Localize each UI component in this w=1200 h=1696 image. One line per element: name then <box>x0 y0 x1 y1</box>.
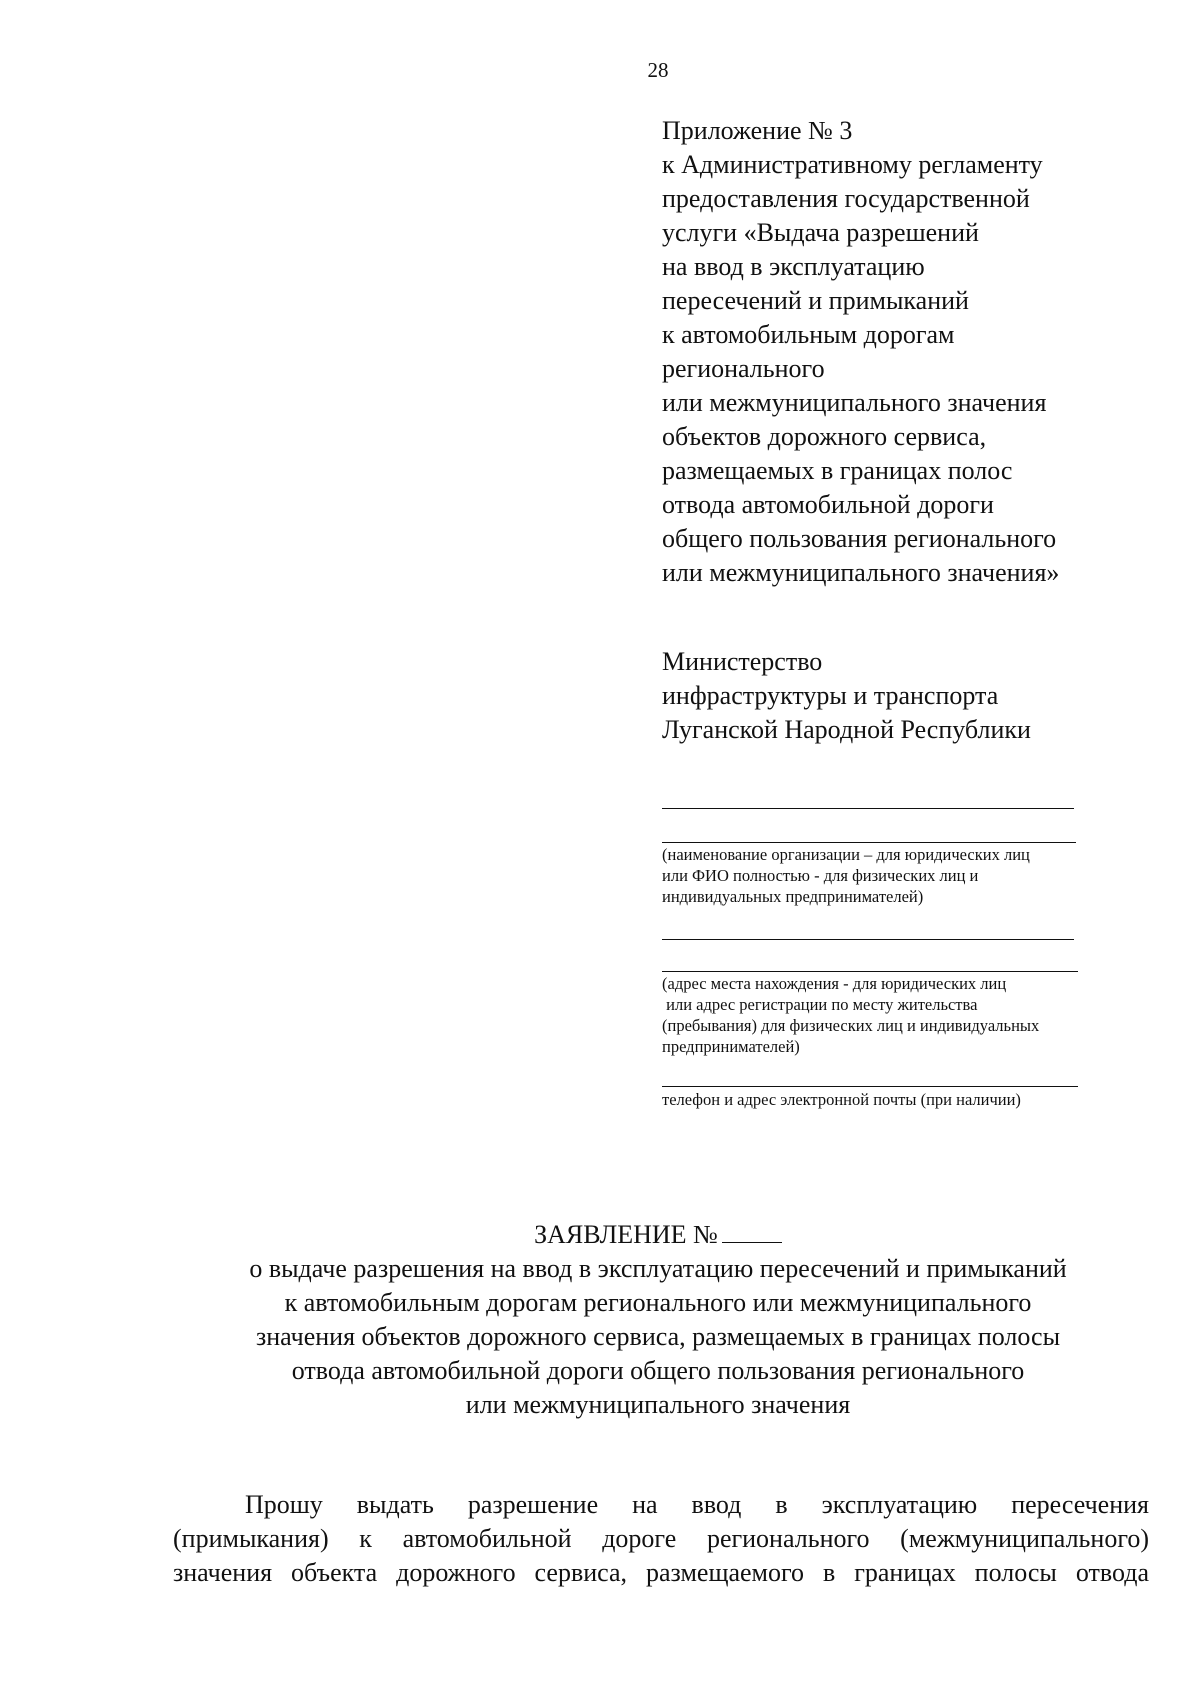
statement-subtitle <box>150 1252 1166 1422</box>
appendix-line: или межмуниципального значения» <box>662 558 1060 587</box>
caption-line: предпринимателей) <box>662 1037 800 1056</box>
caption-line: или адрес регистрации по месту жительства <box>662 995 978 1014</box>
subtitle-line: значения объектов дорожного сервиса, размещаемых в границах полосы <box>255 1322 1061 1351</box>
organization-caption <box>662 844 1132 907</box>
organization-name-line-2[interactable] <box>662 842 1076 843</box>
address-caption <box>662 973 1132 1057</box>
appendix-line: общего пользования регионального <box>662 524 1057 553</box>
appendix-line: Приложение № 3 <box>662 116 853 145</box>
subtitle-line: о выдаче разрешения на ввод в эксплуатацию пересечений и примыканий <box>249 1254 1067 1283</box>
appendix-line: к автомобильным дорогам <box>662 320 955 349</box>
body-line: (примыкания) к автомобильной дороге регионального (межмуниципального) <box>173 1524 1149 1553</box>
appendix-line: отвода автомобильной дороги <box>662 490 994 519</box>
appendix-line: пересечений и примыканий <box>662 286 969 315</box>
contact-line[interactable] <box>662 1086 1078 1087</box>
contact-caption: телефон и адрес электронной почты (при наличии) <box>662 1090 1021 1109</box>
appendix-line: к Административному регламенту <box>662 150 1043 179</box>
page-number: 28 <box>647 58 669 82</box>
organization-name-line-1[interactable] <box>662 808 1074 809</box>
subtitle-line: отвода автомобильной дороги общего пользования регионального <box>291 1356 1025 1385</box>
subtitle-line: к автомобильным дорогам регионального или межмуниципального <box>284 1288 1032 1317</box>
ministry-line: инфраструктуры и транспорта <box>662 681 999 710</box>
appendix-line: или межмуниципального значения <box>662 388 1047 417</box>
caption-line: (наименование организации – для юридических лиц <box>662 845 1030 864</box>
addressee-ministry <box>662 645 1182 747</box>
appendix-header <box>662 114 1182 590</box>
address-line-1[interactable] <box>662 939 1074 940</box>
statement-number-blank[interactable] <box>722 1220 782 1243</box>
body-line: Прошу выдать разрешение на ввод в эксплуатацию пересечения <box>245 1490 1149 1519</box>
appendix-line: регионального <box>662 354 825 383</box>
subtitle-line: или межмуниципального значения <box>465 1390 851 1419</box>
appendix-line: размещаемых в границах полос <box>662 456 1013 485</box>
caption-line: (адрес места нахождения - для юридических лиц <box>662 974 1007 993</box>
appendix-line: услуги «Выдача разрешений <box>662 218 979 247</box>
appendix-line: на ввод в эксплуатацию <box>662 252 925 281</box>
ministry-line: Луганской Народной Республики <box>662 715 1031 744</box>
statement-title-text: ЗАЯВЛЕНИЕ № <box>534 1220 718 1249</box>
appendix-line: объектов дорожного сервиса, <box>662 422 987 451</box>
ministry-line: Министерство <box>662 647 823 676</box>
address-line-2[interactable] <box>662 971 1078 972</box>
body-line: значения объекта дорожного сервиса, размещаемого в границах полосы отвода <box>173 1558 1149 1587</box>
caption-line: (пребывания) для физических лиц и индивидуальных <box>662 1016 1040 1035</box>
appendix-line: предоставления государственной <box>662 184 1030 213</box>
statement-title <box>0 1218 1200 1252</box>
statement-body <box>173 1488 1149 1590</box>
caption-line: или ФИО полностью - для физических лиц и <box>662 866 979 885</box>
caption-line: индивидуальных предпринимателей) <box>662 887 924 906</box>
